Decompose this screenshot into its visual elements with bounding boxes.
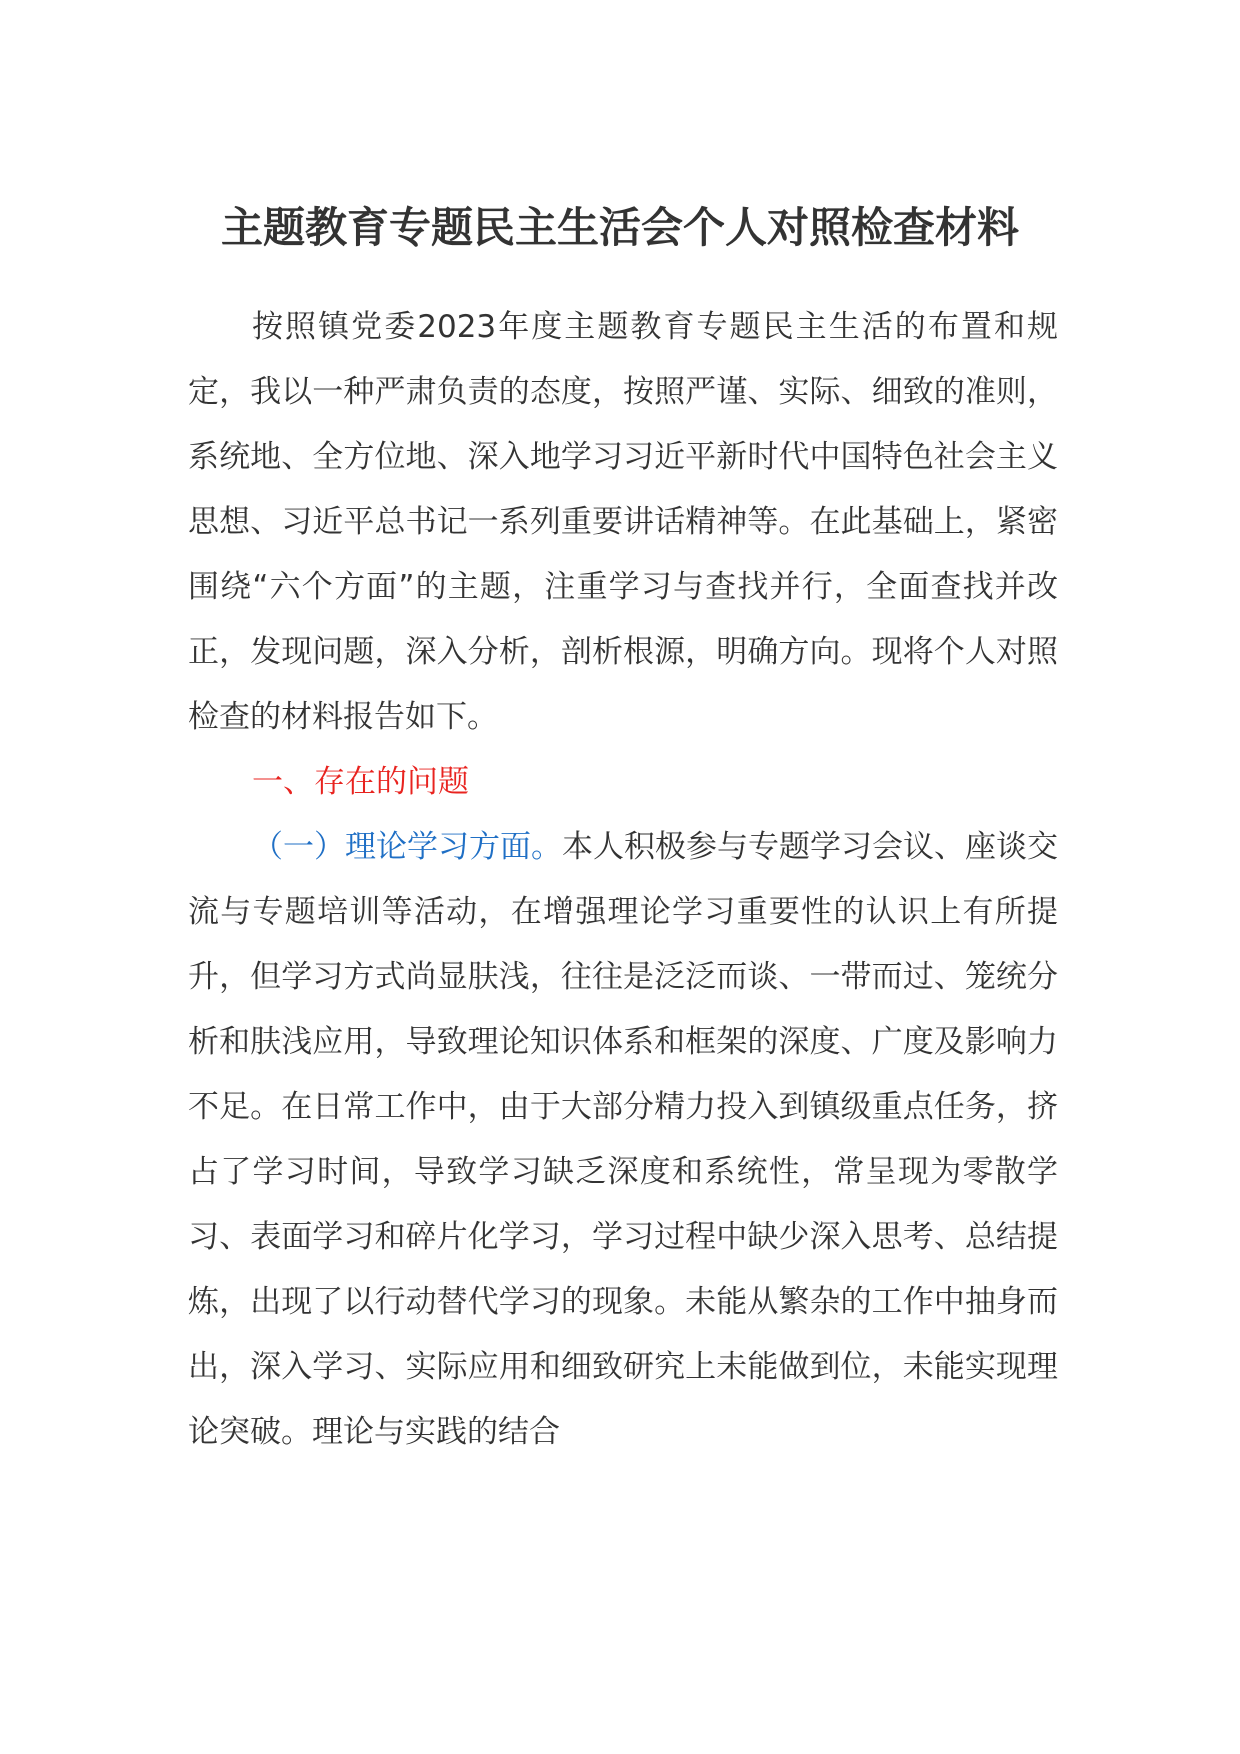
subsection-text-theory-study: 本人积极参与专题学习会议、座谈交流与专题培训等活动，在增强理论学习重要性的认识上有所提升，但学习方式尚显肤浅，往往是泛泛而谈、一带而过、笼统分析和肤浅应用，导致理论知识体系和框架的深度、广度及影响力不足。在日常工作中，由于大部分精力投入到镇级重点任务，挤占了学习时间，导致学习缺乏深度和系统性，常呈现为零散学习、表面学习和碎片化学习，学习过程中缺少深入思考、总结提炼，出现了以行动替代学习的现象。未能从繁杂的工作中抽身而出，深入学习、实际应用和细致研究上未能做到位，未能实现理论突破。理论与实践的结合	[188, 829, 1058, 1450]
document-title: 主题教育专题民主生活会个人对照检查材料	[220, 203, 1019, 252]
subsection-heading-theory-study: （一）理论学习方面。	[252, 829, 562, 865]
intro-paragraph: 按照镇党委2023年度主题教育专题民主生活的布置和规定，我以一种严肃负责的态度，按照严谨、实际、细致的准则，系统地、全方位地、深入地学习习近平新时代中国特色社会主义思想、习近平总书记一系列重要讲话精神等。在此基础上，紧密围绕“六个方面”的主题，注重学习与查找并行，全面查找并改正，发现问题，深入分析，剖析根源，明确方向。现将个人对照检查的材料报告如下。	[188, 309, 1058, 735]
section-heading-problems: 一、存在的问题	[252, 764, 469, 800]
subsection-paragraph-theory-study	[188, 815, 1058, 1465]
document-body	[188, 295, 1058, 1465]
